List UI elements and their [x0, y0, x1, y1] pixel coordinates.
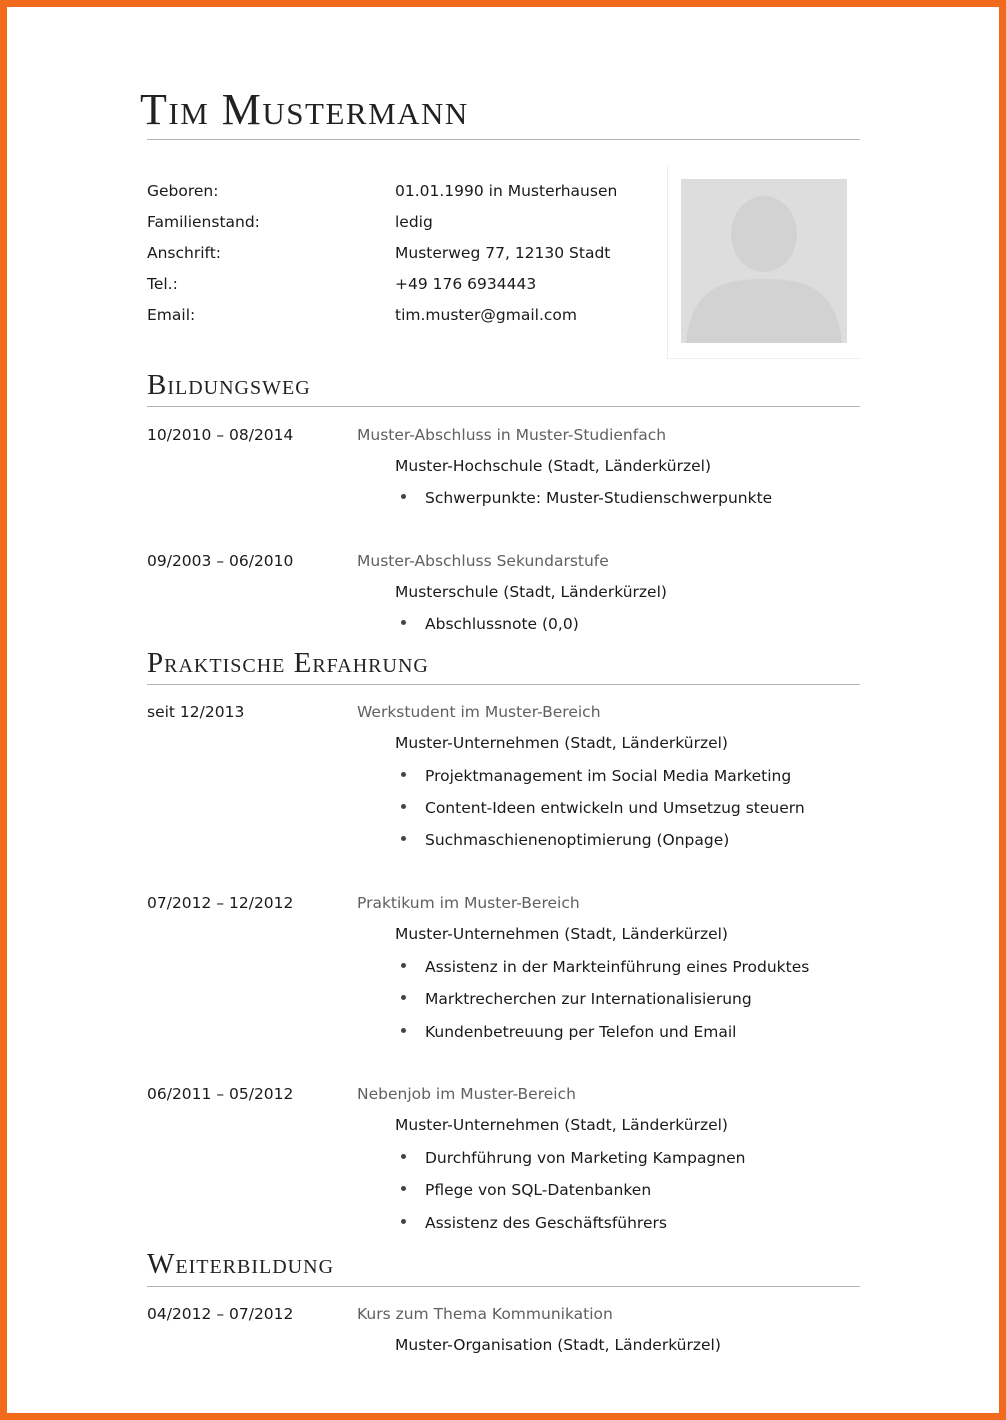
value-email: tim.muster@gmail.com	[395, 306, 577, 324]
bullet-icon	[401, 836, 406, 841]
entry-bullet: Assistenz des Geschäftsführers	[425, 1214, 667, 1232]
entry-bullet: Projektmanagement im Social Media Marketing	[425, 767, 792, 785]
bullet-icon	[401, 804, 406, 809]
entry-date: 04/2012 – 07/2012	[147, 1305, 294, 1323]
entry-organization: Muster-Unternehmen (Stadt, Länderkürzel)	[395, 734, 728, 752]
value-born: 01.01.1990 in Musterhausen	[395, 182, 618, 200]
entry-bullet: Abschlussnote (0,0)	[425, 615, 579, 633]
entry-role: Kurs zum Thema Kommunikation	[357, 1305, 613, 1323]
section-title-experience: Praktische Erfahrung	[147, 647, 429, 679]
section-divider	[147, 684, 860, 685]
bullet-icon	[401, 772, 406, 777]
section-divider	[147, 1286, 860, 1287]
entry-organization: Musterschule (Stadt, Länderkürzel)	[395, 583, 667, 601]
entry-bullet: Content-Ideen entwickeln und Umsetzug steuern	[425, 799, 805, 817]
bullet-icon	[401, 1219, 406, 1224]
value-phone: +49 176 6934443	[395, 275, 537, 293]
label-born: Geboren:	[147, 182, 219, 200]
section-divider	[147, 406, 860, 407]
entry-role: Nebenjob im Muster-Bereich	[357, 1085, 576, 1103]
entry-organization: Muster-Hochschule (Stadt, Länderkürzel)	[395, 457, 712, 475]
entry-organization: Muster-Unternehmen (Stadt, Länderkürzel)	[395, 1116, 728, 1134]
bullet-icon	[401, 494, 406, 499]
entry-date: 07/2012 – 12/2012	[147, 894, 294, 912]
entry-bullet: Kundenbetreuung per Telefon und Email	[425, 1023, 737, 1041]
bullet-icon	[401, 1186, 406, 1191]
cv-name: Tim Mustermann	[140, 85, 469, 134]
entry-role: Muster-Abschluss Sekundarstufe	[357, 552, 609, 570]
label-email: Email:	[147, 306, 196, 324]
profile-photo	[681, 179, 847, 343]
bullet-icon	[401, 620, 406, 625]
entry-bullet: Pflege von SQL-Datenbanken	[425, 1181, 652, 1199]
entry-date: 10/2010 – 08/2014	[147, 426, 294, 444]
label-phone: Tel.:	[147, 275, 178, 293]
section-title-education: Bildungsweg	[147, 369, 311, 401]
entry-date: seit 12/2013	[147, 703, 245, 721]
entry-date: 09/2003 – 06/2010	[147, 552, 294, 570]
entry-bullet: Assistenz in der Markteinführung eines Produktes	[425, 958, 810, 976]
bullet-icon	[401, 1154, 406, 1159]
section-title-further-education: Weiterbildung	[147, 1248, 335, 1280]
entry-bullet: Suchmaschienenoptimierung (Onpage)	[425, 831, 730, 849]
entry-role: Praktikum im Muster-Bereich	[357, 894, 580, 912]
entry-organization: Muster-Unternehmen (Stadt, Länderkürzel)	[395, 925, 728, 943]
entry-bullet: Durchführung von Marketing Kampagnen	[425, 1149, 746, 1167]
label-address: Anschrift:	[147, 244, 222, 262]
value-marital-status: ledig	[395, 213, 433, 231]
bullet-icon	[401, 963, 406, 968]
entry-bullet: Marktrecherchen zur Internationalisierung	[425, 990, 752, 1008]
entry-date: 06/2011 – 05/2012	[147, 1085, 294, 1103]
bullet-icon	[401, 995, 406, 1000]
person-silhouette-icon	[681, 179, 847, 343]
name-divider	[147, 139, 860, 140]
entry-role: Werkstudent im Muster-Bereich	[357, 703, 601, 721]
bullet-icon	[401, 1028, 406, 1033]
entry-role: Muster-Abschluss in Muster-Studienfach	[357, 426, 667, 444]
value-address: Musterweg 77, 12130 Stadt	[395, 244, 611, 262]
entry-organization: Muster-Organisation (Stadt, Länderkürzel)	[395, 1336, 721, 1354]
entry-bullet: Schwerpunkte: Muster-Studienschwerpunkte	[425, 489, 773, 507]
label-marital-status: Familienstand:	[147, 213, 260, 231]
